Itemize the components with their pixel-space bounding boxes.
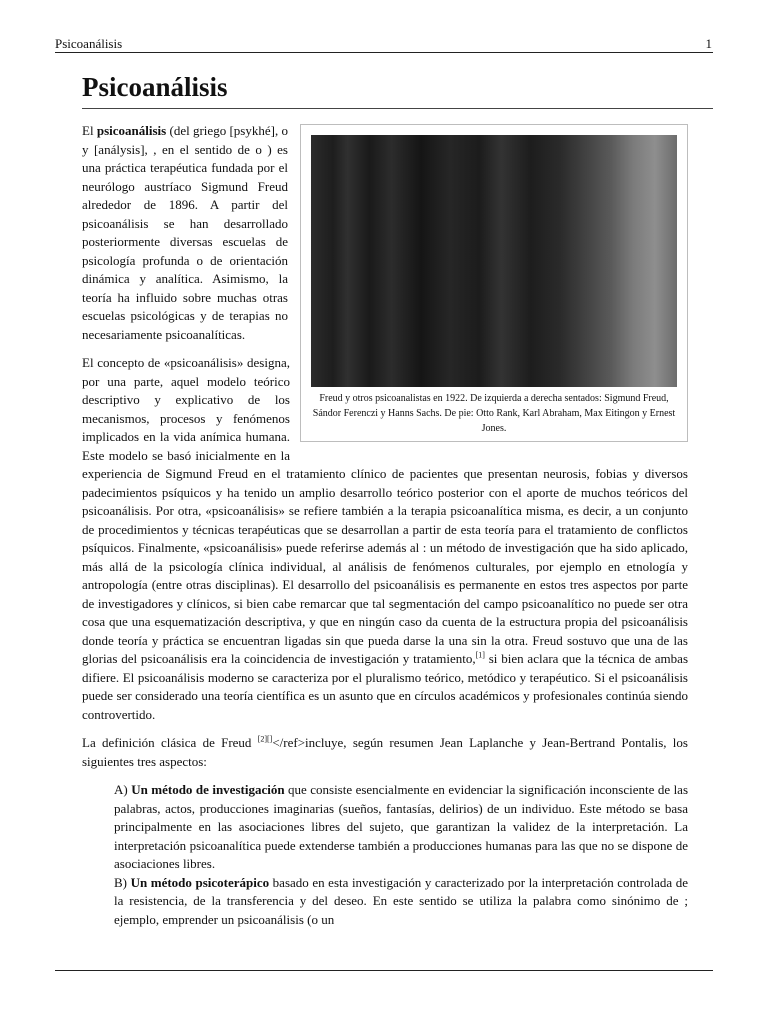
page-title: Psicoanálisis (82, 72, 228, 102)
intro-paragraph: El psicoanálisis (del griego [psykhé], o y [análysis], , en el sentido de o ) es una práctica terapéutica fundada por el neurólogo austríaco Sigmund Freud alrededor de 1896. A partir del psicoanálisis se han desarrollado posteriormente diversas escuelas de psicología profunda o de orientación dinámica y analítica. Asimismo, la teoría ha influido sobre muchas otras escuelas psicológicas y de terapias no necesariamente psicoanalíticas. (82, 123, 288, 342)
figure-caption: Freud y otros psicoanalistas en 1922. De izquierda a derecha sentados: Sigmund Freud, Sándor Ferenczi y Hanns Sachs. De pie: Otto Rank, Karl Abraham, Max Eitingon y Ernest Jones. (312, 393, 676, 434)
concept-paragraph: El concepto de «psicoanálisis» designa, por una parte, aquel modelo teórico descriptivo y explicativo de los mecanismos, procesos y fenómenos implicados en la vida anímica humana. Este modelo se basó inicialmente en la experiencia de Sigmund Freud en el tratamiento clínico de pacientes que presentan neurosis, fobias y diversos padecimientos psíquicos y ha tenido un amplio desarrollo teórico posterior con el aporte de muchos teóricos del psicoanálisis. Por otra, «psicoanálisis» se refiere también a la terapia psicoanalítica misma, es decir, a un conjunto de procedimientos y técnicas terapéuticas que se desarrollan a partir de esta teoría para el tratamiento de conflictos psíquicos. Finalmente, «psicoanálisis» puede referirse además al : un método de investigación que ha sido aplicado, más allá de la psicología clínica individual, al análisis de fenómenos culturales, por ejemplo en etnología y antropología (entre otras disciplinas). El desarrollo del psicoanálisis es permanente en estos tres aspectos por parte de investigadores y clínicos, si bien cabe remarcar que tal segmentación del campo psicoanalítico no puede ser otra cosa que una esquematización descriptiva, y que en ningún caso da cuenta de la estructura propia del psicoanálisis donde teoría y práctica se encuentran ligadas sin que pueda darse la una sin la otra. Freud sostuvo que una de las glorias del psicoanálisis era la coincidencia de investigación y tratamiento,[1] si bien aclara que la técnica de ambas difiere. El psicoanálisis moderno se caracteriza por el pluralismo teórico, metódico y terapéutico. Si el psicoanálisis puede ser considerado una teoría científica es un asunto que en círculos académicos y profesionales continúa siendo controvertido. (82, 355, 688, 722)
running-header-title: Psicoanálisis (55, 36, 123, 51)
citation-2[interactable]: [2][] (257, 734, 273, 744)
title-divider (82, 108, 713, 109)
footer-divider (55, 970, 713, 971)
page-number: 1 (705, 36, 712, 51)
header-divider (55, 52, 713, 53)
figure-photo (311, 135, 677, 387)
list-item: A) Un método de investigación que consiste esencialmente en evidenciar la significación inconsciente de las palabras, actos, producciones imaginarias (sueños, fantasías, delirios) de un individuo. Este método se basa principalmente en las asociaciones libres del sujeto, que garantizan la validez de la interpretación. La interpretación psicoanalítica puede extenderse también a producciones humanas para las que no se dispone de asociaciones libres. (114, 782, 689, 871)
aspects-list (114, 781, 688, 929)
definition-paragraph: La definición clásica de Freud [2][]</ref>incluye, según resumen Jean Laplanche y Jean-Bertrand Pontalis, los siguientes tres aspectos: (82, 734, 688, 769)
figure (300, 124, 688, 442)
list-item: B) Un método psicoterápico basado en esta investigación y caracterizado por la interpretación controlada de la resistencia, de la transferencia y del deseo. En este sentido se utiliza la palabra como sinónimo de ; ejemplo, emprender un psicoanálisis (o un (114, 874, 688, 927)
article-body (82, 122, 688, 929)
citation-1[interactable]: [1] (475, 650, 485, 660)
term-bold: psicoanálisis (96, 123, 167, 138)
